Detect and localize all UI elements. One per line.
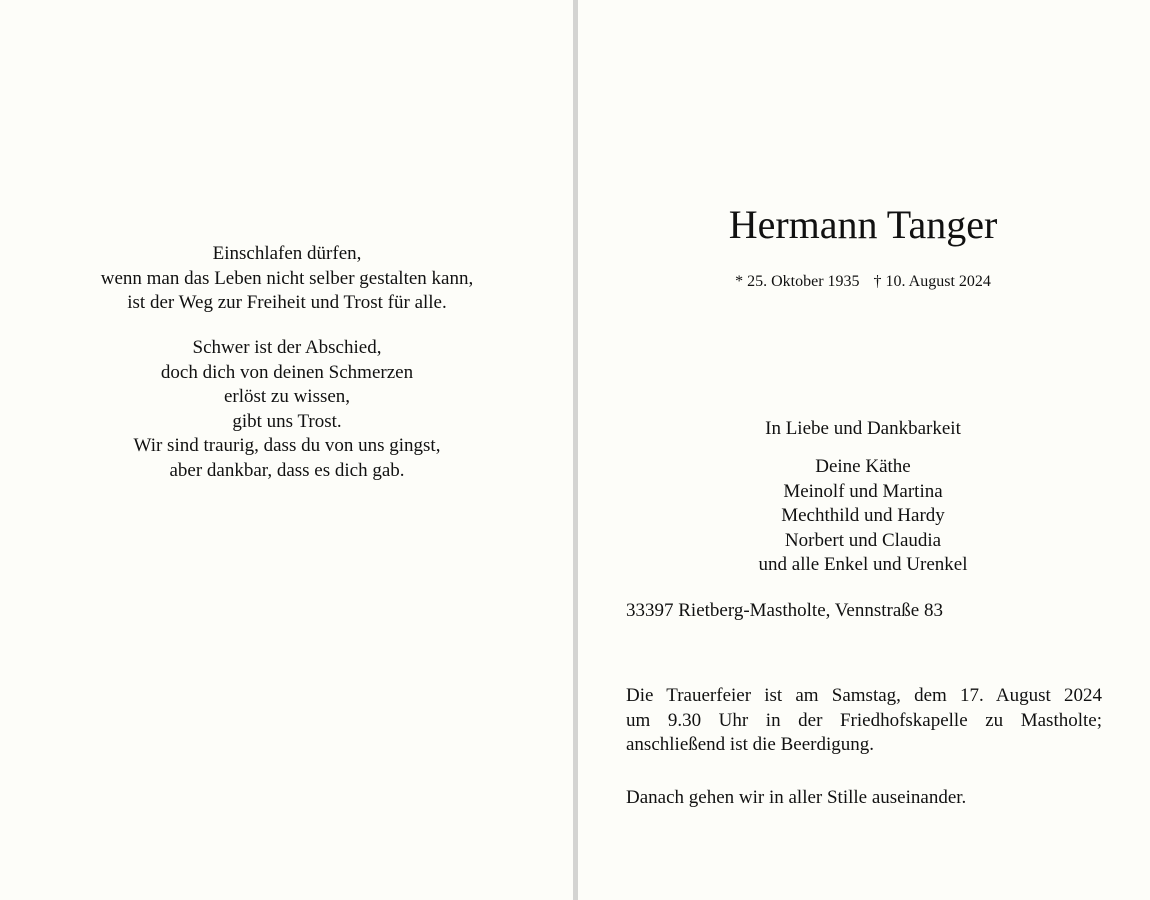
- right-page: [578, 0, 1150, 900]
- death-date: † 10. August 2024: [873, 273, 991, 290]
- service-line: um 9.30 Uhr in der Friedhofskapelle zu Mastholte;: [626, 709, 1102, 731]
- funeral-service-notice: [626, 684, 1102, 758]
- poem-stanza-1: [0, 242, 574, 316]
- deceased-name: Hermann Tanger: [728, 202, 998, 247]
- mourners-list: [578, 455, 1148, 578]
- family-address: 33397 Rietberg-Mastholte, Vennstraße 83: [626, 600, 943, 621]
- mourner-name: Norbert und Claudia: [784, 529, 942, 551]
- poem-line: ist der Weg zur Freiheit und Trost für alle.: [127, 292, 447, 313]
- mourner-name: Meinolf und Martina: [783, 480, 943, 502]
- poem-line: Schwer ist der Abschied,: [192, 337, 382, 358]
- poem-stanza-2: [0, 336, 574, 483]
- poem-line: wenn man das Leben nicht selber gestalten kann,: [100, 267, 474, 289]
- closing-note: Danach gehen wir in aller Stille auseinander.: [626, 787, 967, 808]
- dedication: In Liebe und Dankbarkeit: [765, 418, 961, 439]
- service-line: Die Trauerfeier ist am Samstag, dem 17. August 2024: [626, 685, 1102, 706]
- poem-line: gibt uns Trost.: [232, 410, 342, 432]
- mourner-name: Mechthild und Hardy: [781, 505, 945, 526]
- left-page: [0, 0, 574, 900]
- poem-line: aber dankbar, dass es dich gab.: [169, 459, 405, 481]
- poem-line: Einschlafen dürfen,: [212, 243, 362, 264]
- poem-line: Wir sind traurig, dass du von uns gingst,: [133, 435, 441, 456]
- mourner-name: Deine Käthe: [815, 456, 911, 477]
- service-line: anschließend ist die Beerdigung.: [626, 734, 874, 755]
- life-dates: [578, 271, 1148, 293]
- birth-date: * 25. Oktober 1935: [735, 273, 860, 290]
- poem-line: erlöst zu wissen,: [223, 386, 351, 407]
- poem-line: doch dich von deinen Schmerzen: [160, 361, 414, 383]
- mourner-name: und alle Enkel und Urenkel: [758, 554, 968, 575]
